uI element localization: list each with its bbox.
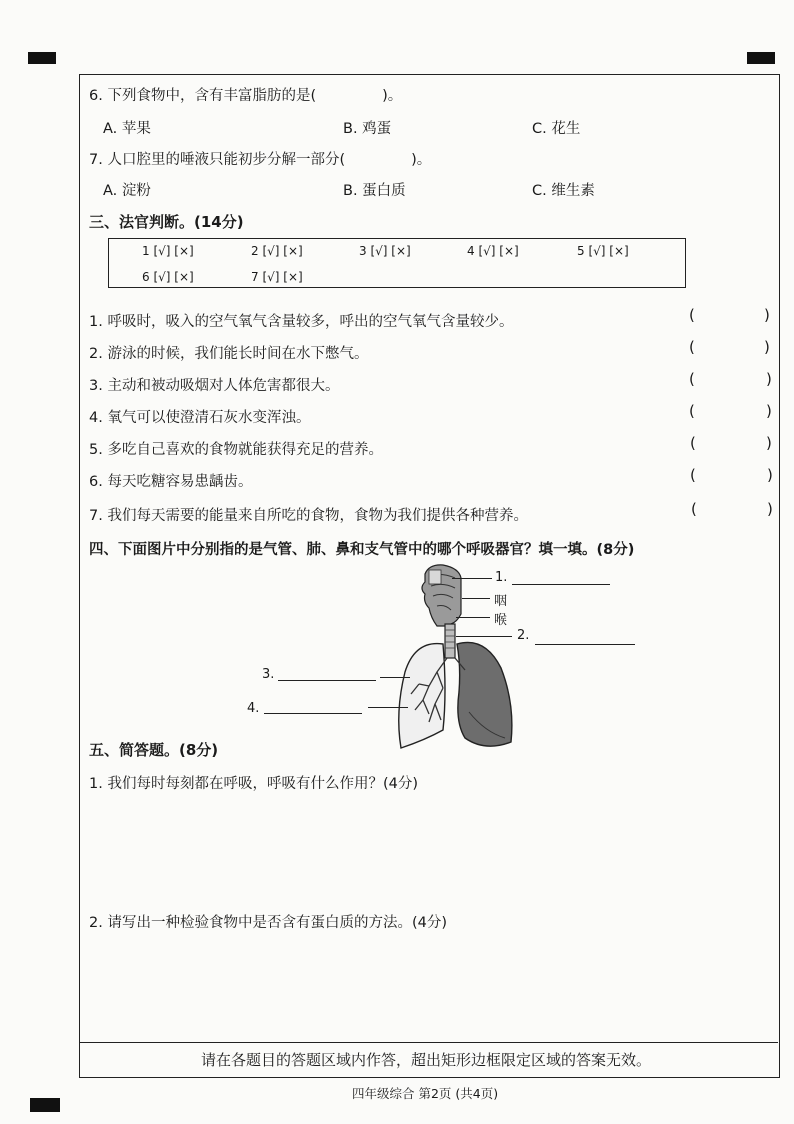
diagram-label-larynx: 喉 xyxy=(494,613,508,628)
answer-cell-3[interactable]: 3 [√] [×] xyxy=(359,244,411,258)
judgement-item-2: 2. 游泳的时候，我们能长时间在水下憋气。 xyxy=(89,346,369,362)
judgement-item-7: 7. 我们每天需要的能量来自所吃的食物，食物为我们提供各种营养。 xyxy=(89,508,528,524)
diagram-label-pharynx: 咽 xyxy=(494,594,508,609)
answer-line-2[interactable] xyxy=(535,644,635,645)
question-7-stem-end: )。 xyxy=(411,152,432,168)
label-leader-larynx xyxy=(456,617,490,618)
judgement-item-5: 5. 多吃自己喜欢的食物就能获得充足的营养。 xyxy=(89,442,383,458)
registration-mark-top-right xyxy=(747,52,775,64)
judgement-item-6: 6. 每天吃糖容易患龋齿。 xyxy=(89,474,253,490)
answer-line-3[interactable] xyxy=(278,680,376,681)
answer-paren-open-1[interactable]: ( xyxy=(689,306,695,324)
section-4-title: 四、下面图片中分别指的是气管、肺、鼻和支气管中的哪个呼吸器官？填一填。(8分) xyxy=(89,542,635,558)
label-leader-4 xyxy=(368,707,408,708)
answer-paren-close-3: ) xyxy=(766,370,772,388)
answer-paren-open-5[interactable]: ( xyxy=(690,434,696,452)
diagram-label-1: 1. xyxy=(495,570,508,585)
answer-cell-7[interactable]: 7 [√] [×] xyxy=(251,270,303,284)
label-leader-2 xyxy=(456,636,512,637)
answer-paren-open-4[interactable]: ( xyxy=(689,402,695,420)
answer-paren-open-6[interactable]: ( xyxy=(690,466,696,484)
label-leader-3 xyxy=(380,677,410,678)
label-leader-pharynx xyxy=(462,598,490,599)
short-answer-area-1[interactable] xyxy=(89,798,769,898)
answer-paren-open-2[interactable]: ( xyxy=(689,338,695,356)
label-leader-1 xyxy=(452,578,492,579)
answer-paren-open-7[interactable]: ( xyxy=(691,500,697,518)
footer-notice: 请在各题目的答题区域内作答，超出矩形边框限定区域的答案无效。 xyxy=(201,1051,652,1069)
answer-paren-close-5: ) xyxy=(766,434,772,452)
judgement-answer-box xyxy=(108,238,686,288)
question-6-stem xyxy=(89,84,402,105)
question-6-stem-start: 6. 下列食物中，含有丰富脂肪的是( xyxy=(89,88,317,104)
judgement-item-4: 4. 氧气可以使澄清石灰水变浑浊。 xyxy=(89,410,311,426)
question-6-stem-end: )。 xyxy=(382,88,403,104)
answer-paren-open-3[interactable]: ( xyxy=(689,370,695,388)
diagram-label-3: 3. xyxy=(262,667,275,682)
answer-line-1[interactable] xyxy=(512,584,610,585)
registration-mark-bottom-left xyxy=(30,1098,60,1112)
question-6-option-a[interactable]: A. 苹果 xyxy=(103,121,151,137)
judgement-item-3: 3. 主动和被动吸烟对人体危害都很大。 xyxy=(89,378,340,394)
answer-paren-close-4: ) xyxy=(766,402,772,420)
question-6-option-c[interactable]: C. 花生 xyxy=(532,121,581,137)
question-7-stem-start: 7. 人口腔里的唾液只能初步分解一部分( xyxy=(89,152,346,168)
section-5-title: 五、简答题。(8分) xyxy=(89,741,219,759)
answer-cell-2[interactable]: 2 [√] [×] xyxy=(251,244,303,258)
answer-cell-6[interactable]: 6 [√] [×] xyxy=(142,270,194,284)
answer-paren-close-6: ) xyxy=(767,466,773,484)
short-answer-question-2: 2. 请写出一种检验食物中是否含有蛋白质的方法。(4分) xyxy=(89,915,447,931)
answer-cell-1[interactable]: 1 [√] [×] xyxy=(142,244,194,258)
short-answer-area-2[interactable] xyxy=(89,938,769,1038)
answer-paren-close-1: ) xyxy=(764,306,770,324)
diagram-label-2: 2. xyxy=(517,628,530,643)
page-number: 四年级综合 第2页 (共4页) xyxy=(352,1086,499,1101)
question-7-option-c[interactable]: C. 维生素 xyxy=(532,183,595,199)
section-3-title: 三、法官判断。(14分) xyxy=(89,213,244,231)
question-6-option-b[interactable]: B. 鸡蛋 xyxy=(343,121,392,137)
question-7-option-a[interactable]: A. 淀粉 xyxy=(103,183,151,199)
diagram-label-4: 4. xyxy=(247,701,260,716)
registration-mark-top-left xyxy=(28,52,56,64)
answer-cell-4[interactable]: 4 [√] [×] xyxy=(467,244,519,258)
answer-paren-close-7: ) xyxy=(767,500,773,518)
answer-line-4[interactable] xyxy=(264,713,362,714)
answer-paren-close-2: ) xyxy=(764,338,770,356)
question-7-option-b[interactable]: B. 蛋白质 xyxy=(343,183,406,199)
judgement-item-1: 1. 呼吸时，吸入的空气氧气含量较多，呼出的空气氧气含量较少。 xyxy=(89,314,514,330)
answer-cell-5[interactable]: 5 [√] [×] xyxy=(577,244,629,258)
question-7-stem xyxy=(89,148,431,169)
short-answer-question-1: 1. 我们每时每刻都在呼吸，呼吸有什么作用？(4分) xyxy=(89,776,418,792)
